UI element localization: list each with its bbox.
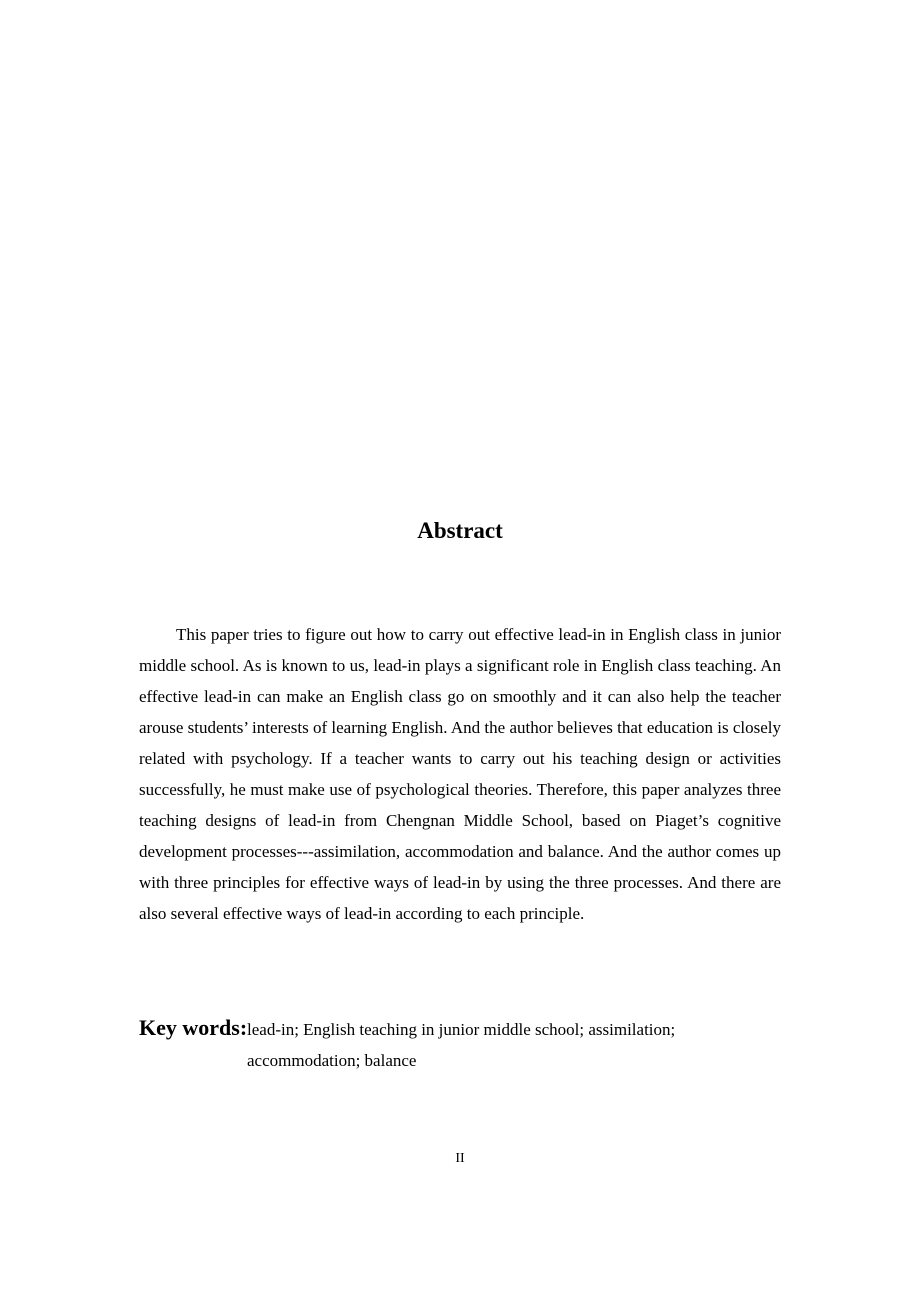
keywords-text-line2: accommodation; balance — [247, 1051, 417, 1070]
abstract-paragraph: This paper tries to figure out how to carry out effective lead-in in English class in junior middle school. As is known to us, lead-in plays a significant role in English class teaching. An effective lead-in can make an English class go on smoothly and it can also help the teacher arouse students’ interests of learning English. And the author believes that education is closely related with psychology. If a teacher wants to carry out his teaching design or activities successfully, he must make use of psychological theories. Therefore, this paper analyzes three teaching designs of lead-in from Chengnan Middle School, based on Piaget’s cognitive development processes---assimilation, accommodation and balance. And the author comes up with three principles for effective ways of lead-in by using the three processes. And there are also several effective ways of lead-in according to each principle. — [139, 625, 781, 923]
keywords-first-line — [139, 1012, 781, 1045]
keywords-label: Key words: — [139, 1015, 248, 1040]
abstract-title: Abstract — [417, 518, 503, 543]
keywords-text-line1: lead-in; English teaching in junior middle school; assimilation; — [247, 1020, 676, 1039]
keywords-section — [139, 1012, 781, 1076]
page-number: II — [455, 1151, 465, 1166]
